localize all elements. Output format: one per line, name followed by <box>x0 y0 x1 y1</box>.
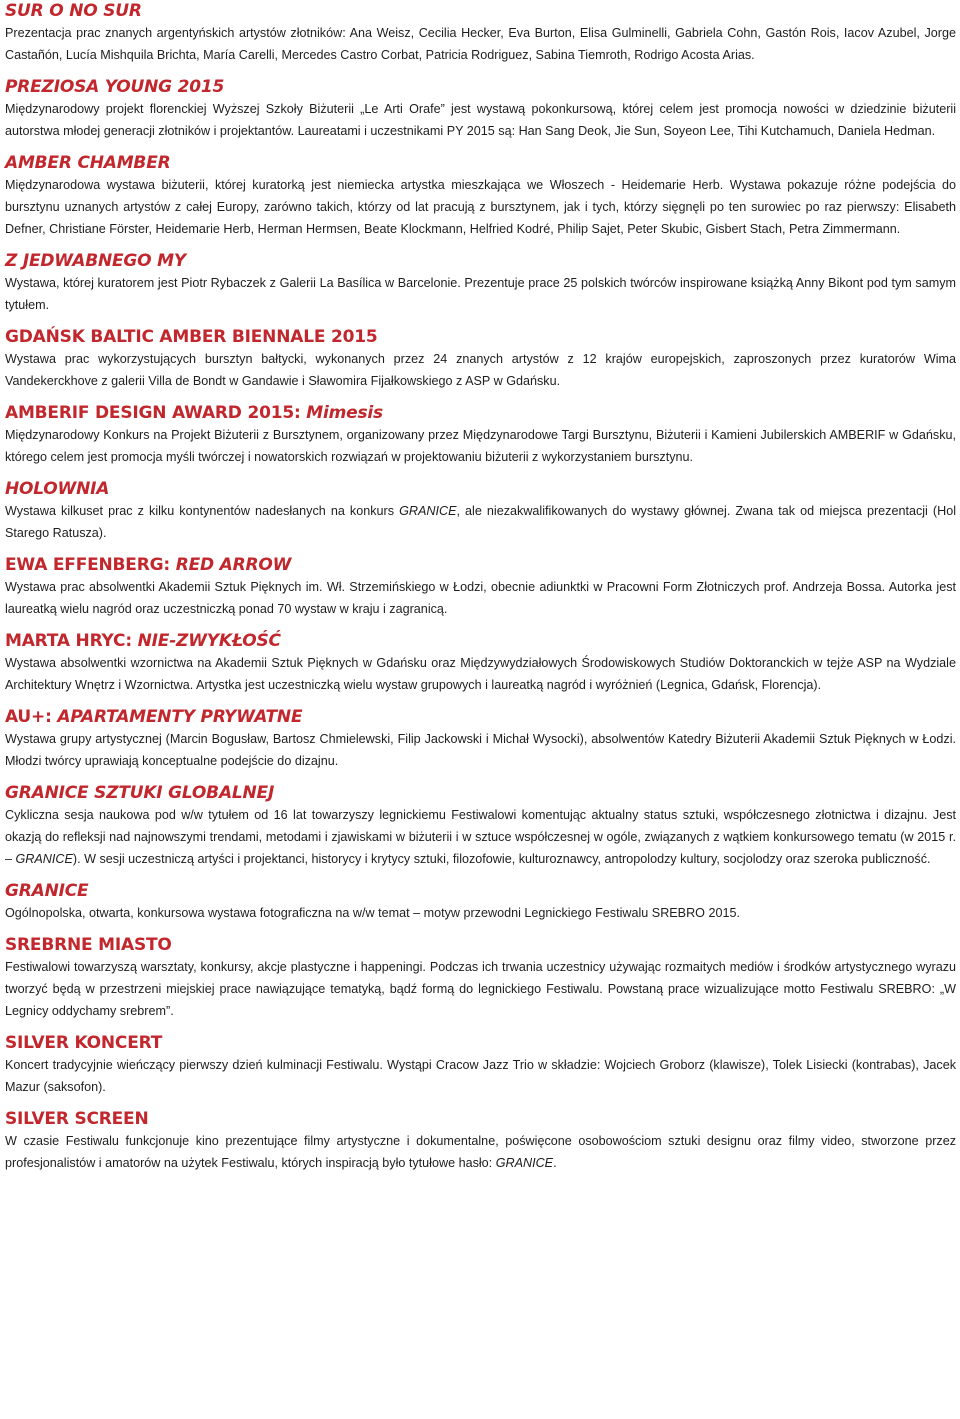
section-heading: Z JEDWABNEGO MY <box>5 251 186 271</box>
section-body: Międzynarodowa wystawa biżuterii, której kuratorką jest niemiecka artystka mieszkająca we Włoszech - Heidemarie Herb. Wystawa pokazuje różne podejścia do bursztynu uznanych artystów z całej Europy, zarówno takich, którzy od lat pracują z bursztynem, jak i tych, którzy sięgnęli po ten surowiec po raz pierwszy: Elisabeth Defner, Christiane Förster, Heidemarie Herb, Herman Hermsen, Beate Klockmann, Helfried Kodré, Philip Sajet, Peter Skubic, Gisbert Stach, Petra Zimmermann. <box>5 178 956 236</box>
section-z-jedwabnego-my <box>5 250 956 316</box>
section-heading: SILVER SCREEN <box>5 1109 149 1129</box>
section-body: Wystawa, której kuratorem jest Piotr Rybaczek z Galerii La Basílica w Barcelonie. Prezentuje prace 25 polskich twórców inspirowane książką Anny Bikont pod tym samym tytułem. <box>5 276 956 312</box>
section-preziosa-young <box>5 76 956 142</box>
section-body: Cykliczna sesja naukowa pod w/w tytułem od 16 lat towarzyszy legnickiemu Festiwalowi komentując aktualny status sztuki, współczesnego złotnictwa i dizajnu. Jest okazją do refleksji nad najnowszymi trendami, metodami i zjawiskami w biżuterii i w sztuce współczesnej w ogóle, związanych z wątkiem konkursowego tematu (w 2015 r. – GRANICE). W sesji uczestniczą artyści i projektanci, historycy i krytycy sztuki, filozofowie, kulturoznawcy, antropolodzy kultury, socjolodzy oraz szeroka publiczność. <box>5 808 956 866</box>
section-granice-sztuki <box>5 782 956 870</box>
section-body: W czasie Festiwalu funkcjonuje kino prezentujące filmy artystyczne i dokumentalne, poświęcone osobowościom sztuki designu oraz filmy video, stworzone przez profesjonalistów i amatorów na użytek Festiwalu, których inspiracją było tytułowe hasło: GRANICE. <box>5 1134 956 1170</box>
section-ewa-effenberg <box>5 554 956 620</box>
section-body: Wystawa kilkuset prac z kilku kontynentów nadesłanych na konkurs GRANICE, ale niezakwalifikowanych do wystawy głównej. Zwana tak od miejsca prezentacji (Hol Starego Ratusza). <box>5 504 957 540</box>
section-silver-koncert <box>5 1032 956 1098</box>
section-heading: HOLOWNIA <box>5 479 110 499</box>
section-body: Wystawa grupy artystycznej (Marcin Bogusław, Bartosz Chmielewski, Filip Jackowski i Michał Wysocki), absolwentów Katedry Biżuterii Akademii Sztuk Pięknych w Łodzi. Młodzi twórcy uprawiają konceptualne podejście do dizajnu. <box>5 732 956 768</box>
section-body: Prezentacja prac znanych argentyńskich artystów złotników: Ana Weisz, Cecilia Hecker, Eva Burton, Elisa Gulminelli, Gabriela Cohn, Gastón Rois, Iacov Azubel, Jorge Castañón, Lucía Mishquila Brichta, María Carelli, Mercedes Castro Corbat, Patricia Rodriguez, Sabina Tiemroth, Rodrigo Acosta Arias. <box>5 26 956 62</box>
section-body: Międzynarodowy projekt florenckiej Wyższej Szkoły Biżuterii „Le Arti Orafe” jest wystawą pokonkursową, której celem jest promocja nowości w dziedzinie biżuterii autorstwa młodej generacji złotników i projektantów. Laureatami i uczestnikami PY 2015 są: Han Sang Deok, Jie Sun, Soyeon Lee, Tihi Kutchamuch, Daniela Hedman. <box>5 102 956 138</box>
section-marta-hryc <box>5 630 956 696</box>
section-body: Wystawa prac wykorzystujących bursztyn bałtycki, wykonanych przez 24 znanych artystów z 12 krajów europejskich, zaproszonych przez kuratorów Wima Vandekerckhove z galerii Villa de Bondt w Gandawie i Sławomira Fijałkowskiego z ASP w Gdańsku. <box>5 352 956 388</box>
section-silver-screen <box>5 1108 956 1174</box>
section-granice <box>5 880 956 924</box>
section-amber-chamber <box>5 152 956 240</box>
section-srebrne-miasto <box>5 934 956 1022</box>
section-heading: GRANICE SZTUKI GLOBALNEJ <box>5 783 275 803</box>
section-holownia <box>5 478 956 544</box>
section-body: Ogólnopolska, otwarta, konkursowa wystawa fotograficzna na w/w temat – motyw przewodni Legnickiego Festiwalu SREBRO 2015. <box>5 906 740 920</box>
section-sur-o-no-sur <box>5 0 956 66</box>
section-heading: PREZIOSA YOUNG 2015 <box>5 77 225 97</box>
section-body: Wystawa absolwentki wzornictwa na Akademii Sztuk Pięknych w Gdańsku oraz Międzywydziałowych Środowiskowych Studiów Doktoranckich w tejże ASP na Wydziale Architektury Wnętrz i Wzornictwa. Artystka jest uczestniczką wielu wystaw grupowych i laureatką nagród i wyróżnień (Legnica, Gdańsk, Florencja). <box>5 656 956 692</box>
section-gdansk-baltic <box>5 326 956 392</box>
section-au-plus <box>5 706 956 772</box>
section-body: Koncert tradycyjnie wieńczący pierwszy dzień kulminacji Festiwalu. Wystąpi Cracow Jazz Trio w składzie: Wojciech Groborz (klawisze), Tolek Lisiecki (kontrabas), Jacek Mazur (saksofon). <box>5 1058 956 1094</box>
section-heading: GDAŃSK BALTIC AMBER BIENNALE 2015 <box>5 327 378 347</box>
section-heading: SREBRNE MIASTO <box>5 935 172 955</box>
section-body: Festiwalowi towarzyszą warsztaty, konkursy, akcje plastyczne i happeningi. Podczas ich trwania uczestnicy używając rozmaitych mediów i środków artystycznego wyrazu tworzyć będą w przestrzeni miejskiej prace nawiązujące tematyką, bądź formą do legnickiego Festiwalu. Powstaną prace wizualizujące motto Festiwalu SREBRO: „W Legnicy oddychamy srebrem”. <box>5 960 956 1018</box>
section-heading: AMBER CHAMBER <box>5 153 171 173</box>
section-heading: AU+: APARTAMENTY PRYWATNE <box>5 707 303 727</box>
section-amberif <box>5 402 956 468</box>
section-heading: GRANICE <box>5 881 89 901</box>
section-heading: SUR O NO SUR <box>5 1 142 21</box>
section-heading: SILVER KONCERT <box>5 1033 163 1053</box>
section-heading: AMBERIF DESIGN AWARD 2015: Mimesis <box>5 403 383 423</box>
section-heading: EWA EFFENBERG: RED ARROW <box>5 555 292 575</box>
section-body: Międzynarodowy Konkurs na Projekt Biżuterii z Bursztynem, organizowany przez Międzynarodowe Targi Bursztynu, Biżuterii i Kamieni Jubilerskich AMBERIF w Gdańsku, którego celem jest promocja myśli twórczej i nowatorskich rozwiązań w projektowaniu biżuterii z wykorzystaniem bursztynu. <box>5 428 956 464</box>
section-body: Wystawa prac absolwentki Akademii Sztuk Pięknych im. Wł. Strzemińskiego w Łodzi, obecnie adiunktki w Pracowni Form Złotniczych prof. Andrzeja Bossa. Autorka jest laureatką wielu nagród oraz uczestniczką ponad 70 wystaw w kraju i zagranicą. <box>5 580 956 616</box>
section-heading: MARTA HRYC: NIE-ZWYKŁOŚĆ <box>5 631 281 651</box>
